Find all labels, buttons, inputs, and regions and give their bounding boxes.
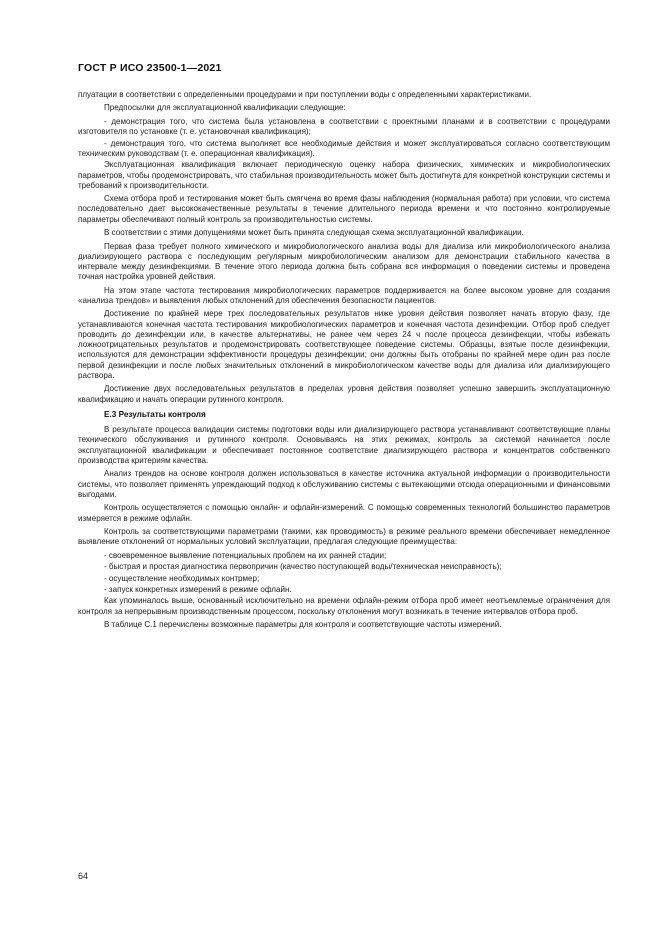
paragraph: Предпосылки для эксплуатационной квалификации следующие: [104, 103, 346, 113]
list-item: - запуск конкретных измерений в режиме офлайн. [104, 584, 292, 594]
paragraph: Эксплуатационная квалификация включает периодическую оценку набора физических, химических и микробиологических параметров, чтобы продемонстрировать, что стабильная производительность может быть достигнута для конкретной конструкции системы и требований к производительности. [78, 160, 610, 190]
section-heading: Е.3 Результаты контроля [104, 409, 206, 419]
paragraph: Первая фаза требует полного химического и микробиологического анализа воды для диализа или микробиологического анализа диализирующего раствора с последующим регулярным микробиологическим анализом для демонстрации стабильного качества в интервале между дезинфекциями. В течение этого периода должна быть собрана вся информация о поведении системы и проведена точная настройка уровней действия. [78, 241, 610, 282]
document-body [78, 90, 610, 634]
list-item: - осуществление необходимых контрмер; [104, 573, 260, 583]
list-item: - демонстрация того, что система была установлена в соответствии с проектными планами и в соответствии с процедурами изготовителя по установке (т. е. установочная квалификация); [78, 116, 610, 137]
paragraph: В соответствии с этими допущениями может быть принята следующая схема эксплуатационной квалификации. [104, 228, 524, 238]
paragraph: В таблице С.1 перечислены возможные параметры для контроля и соответствующие частоты измерений. [104, 620, 502, 630]
paragraph: Схема отбора проб и тестирования может быть смягчена во время фазы наблюдения (нормальная работа) при условии, что система последовательно дает высококачественные результаты в течение длительного периода времени и что постоянно контролируемые параметры обеспечивают полный контроль за производительностью системы. [78, 194, 610, 224]
paragraph: Контроль осуществляется с помощью онлайн- и офлайн-измерений. С помощью современных технологий большинство параметров измеряется в режиме офлайн. [78, 503, 610, 523]
standard-header: ГОСТ Р ИСО 23500-1—2021 [78, 62, 222, 74]
list-item: - быстрая и простая диагностика первопричин (качество поступающей воды/техническая неисправность); [104, 562, 502, 572]
paragraph: Анализ трендов на основе контроля должен использоваться в качестве источника актуальной информации о производительности системы, что позволяет применять упреждающий подход к обслуживанию системы с вытекающими отсюда операционными и финансовыми выгодами. [78, 469, 610, 499]
list-item: - своевременное выявление потенциальных проблем на их ранней стадии; [104, 550, 387, 560]
paragraph: плуатации в соответствии с определенными процедурами и при поступлении воды с определенными характеристиками. [78, 90, 532, 99]
paragraph: Достижение двух последовательных результатов в пределах уровня действия позволяет успешно завершить эксплуатационную квалификацию и начать операции рутинного контроля. [78, 384, 610, 404]
paragraph: Как упоминалось выше, основанный исключительно на времени офлайн-режим отбора проб имеет неотъемлемые ограничения для контроля за непрерывным производственным процессом, поскольку отклонения могут возникать в течение интервалов отбора проб. [78, 596, 610, 616]
page-number: 64 [78, 871, 89, 881]
list-item: - демонстрация того, что система выполняет все необходимые действия и может эксплуатироваться согласно соответствующим техническим руководствам (т. е. операционная квалификация). [78, 138, 610, 158]
paragraph: На этом этапе частота тестирования микробиологических параметров поддерживается на более высоком уровне для создания «анализа трендов» и выявления любых отклонений для обеспечения безопасности пациентов. [78, 285, 610, 305]
paragraph: В результате процесса валидации системы подготовки воды или диализирующего раствора устанавливают соответствующие планы технического обслуживания и рутинного контроля. Основываясь на этих режимах, контроль за системой начинается после эксплуатационной квалификации и обеспечивает постоянное соответствие диализирующего раствора и концентратов собственного производства критериям качества. [78, 425, 610, 465]
paragraph: Контроль за соответствующими параметрами (такими, как проводимость) в режиме реального времени обеспечивает немедленное выявление отклонений от нормальных условий эксплуатации, предлагая следующие преимущества: [78, 526, 610, 547]
paragraph: Достижение по крайней мере трех последовательных результатов ниже уровня действия позволяет начать вторую фазу, где устанавливаются конечная частота тестирования микробиологических параметров и конечная частота дезинфекции. Отбор проб следует проводить до дезинфекции или, в качестве альтернативы, не ранее чем через 24 ч после процесса дезинфекции, чтобы избежать ложноотрицательных результатов и продемонстрировать соответствующее поведение системы. Образцы, взятые после дезинфекции, используются для демонстрации эффективности процедуры дезинфекции; они должны быть отобраны по крайней мере один раз после первой дезинфекции и после любых значительных отклонений в микробиологическом качестве воды для диализа или диализирующего раствора. [78, 309, 610, 380]
